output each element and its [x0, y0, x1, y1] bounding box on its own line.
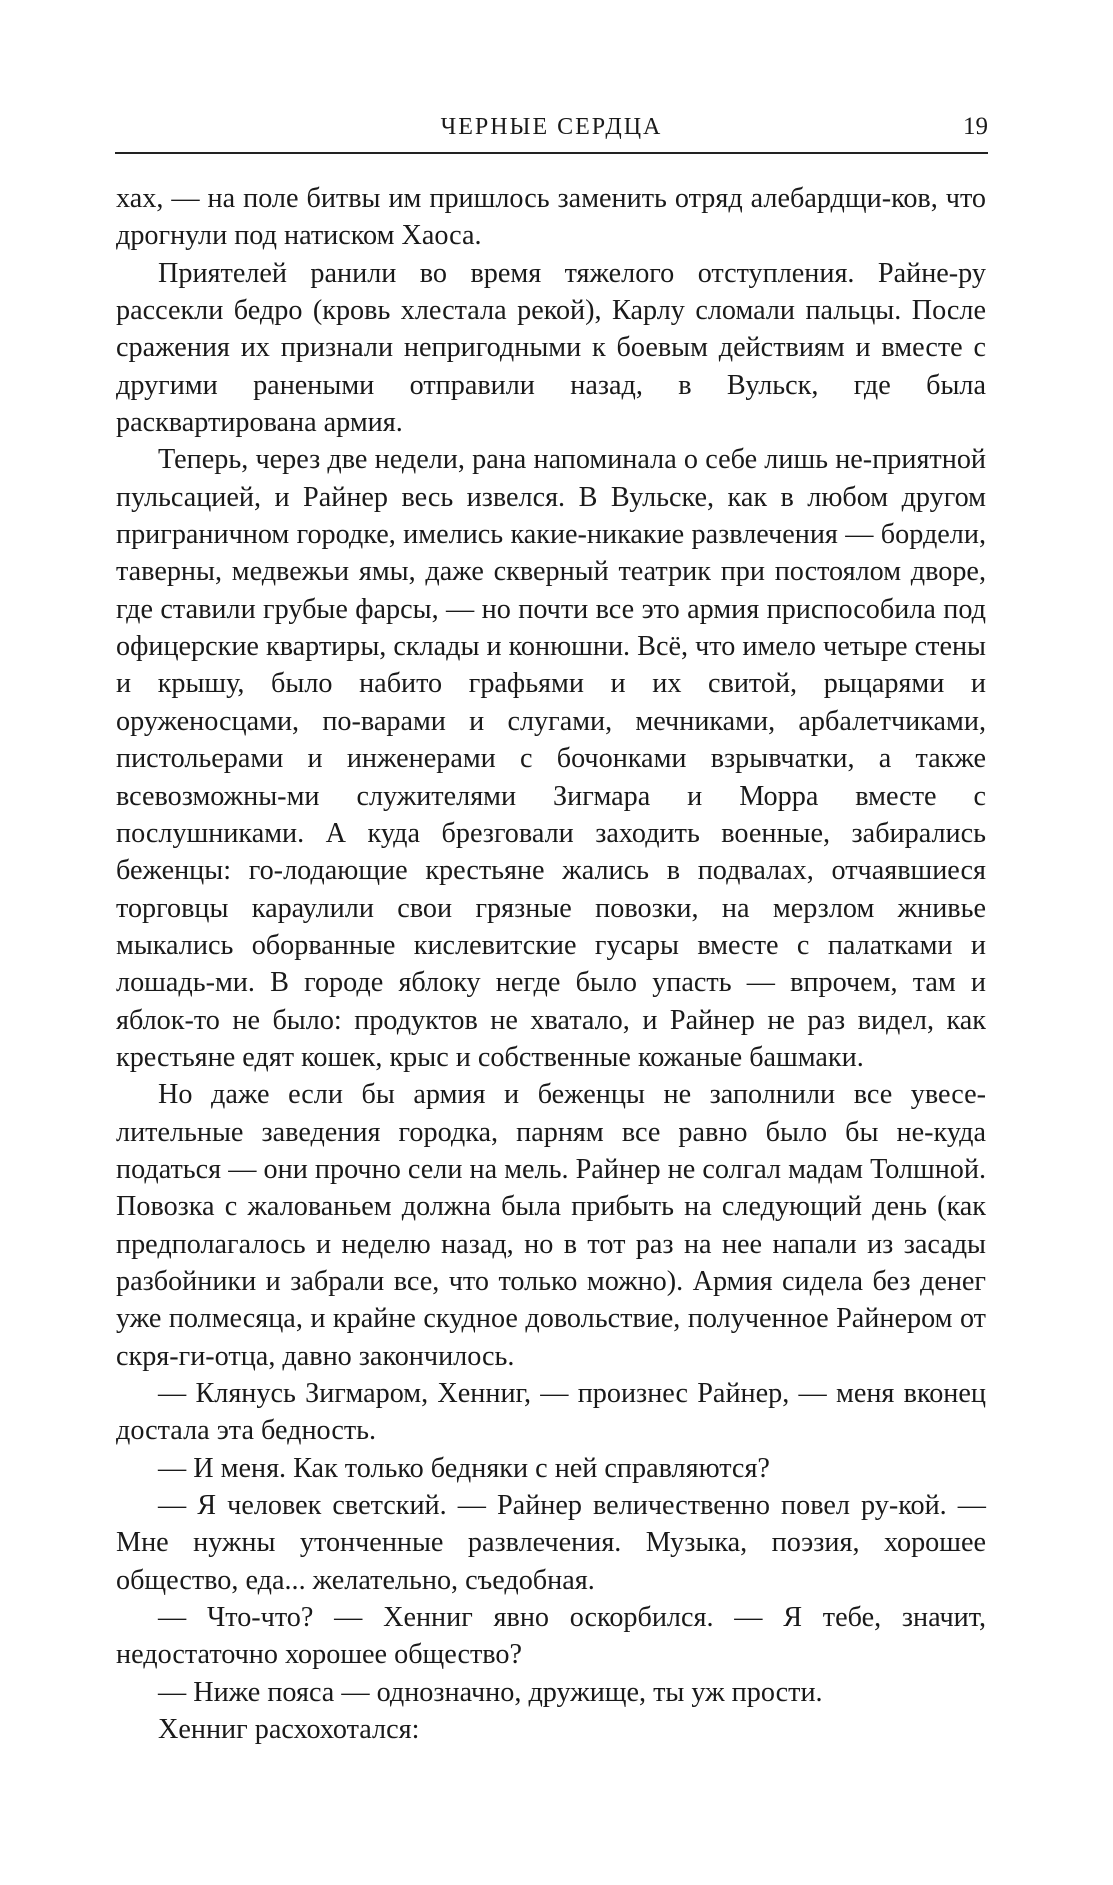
paragraph: Но даже если бы армия и беженцы не заполнили все увесе-лительные заведения городка, парням все равно было бы не-куда податься — они прочно сели на мель. Райнер не солгал мадам Толшной. Повозка с жалованьем должна была прибыть на следующий день (как предполагалось и неделю назад, но в тот раз на нее напали из засады разбойники и забрали все, что только можно). Армия сидела без денег уже полмесяца, и крайне скудное довольствие, полученное Райнером от скря-ги-отца, давно закончилось.	[116, 1079, 986, 1372]
dialogue-line: — И меня. Как только бедняки с ней справляются?	[158, 1452, 770, 1484]
page-number: 19	[963, 113, 988, 140]
paragraph: Хенниг расхохотался:	[158, 1714, 420, 1746]
body-text	[116, 180, 986, 1748]
dialogue-line: — Что-что? — Хенниг явно оскорбился. — Я тебе, значит, недостаточно хорошее общество?	[116, 1602, 986, 1671]
paragraph-continuation: хах, — на поле битвы им пришлось заменить отряд алебардщи-ков, что дрогнули под натиском Хаоса.	[116, 183, 986, 252]
dialogue-line: — Клянусь Зигмаром, Хенниг, — произнес Райнер, — меня вконец достала эта бедность.	[116, 1378, 986, 1447]
paragraph: Приятелей ранили во время тяжелого отступления. Райне-ру рассекли бедро (кровь хлестала рекой), Карлу сломали пальцы. После сражения их признали непригодными к боевым действиям и вместе с другими ранеными отправили назад, в Вульск, где была расквартирована армия.	[116, 257, 986, 439]
paragraph: Теперь, через две недели, рана напоминала о себе лишь не-приятной пульсацией, и Райнер весь извелся. В Вульске, как в любом другом приграничном городке, имелись какие-никакие развлечения — бордели, таверны, медвежьи ямы, даже скверный театрик при постоялом дворе, где ставили грубые фарсы, — но почти все это армия приспособила под офицерские квартиры, склады и конюшни. Всё, что имело четыре стены и крышу, было набито графьями и их свитой, рыцарями и оруженосцами, по-варами и слугами, мечниками, арбалетчиками, пистольерами и инженерами с бочонками взрывчатки, а также всевозможны-ми служителями Зигмара и Морра вместе с послушниками. А куда брезговали заходить военные, забирались беженцы: го-лодающие крестьяне жались в подвалах, отчаявшиеся торговцы караулили свои грязные повозки, на мерзлом жнивье мыкались оборванные кислевитские гусары вместе с палатками и лошадь-ми. В городе яблоку негде было упасть — впрочем, там и яблок-то не было: продуктов не хватало, и Райнер не раз видел, как крестьяне едят кошек, крыс и собственные кожаные башмаки.	[116, 444, 986, 1073]
dialogue-line: — Я человек светский. — Райнер величественно повел ру-кой. — Мне нужны утонченные развлечения. Музыка, поэзия, хорошее общество, еда... желательно, съедобная.	[116, 1490, 986, 1596]
running-title: ЧЕРНЫЕ СЕРДЦА	[440, 114, 663, 140]
header-rule	[115, 152, 988, 154]
page-header	[115, 112, 988, 154]
dialogue-line: — Ниже пояса — однозначно, дружище, ты уж прости.	[158, 1676, 823, 1708]
